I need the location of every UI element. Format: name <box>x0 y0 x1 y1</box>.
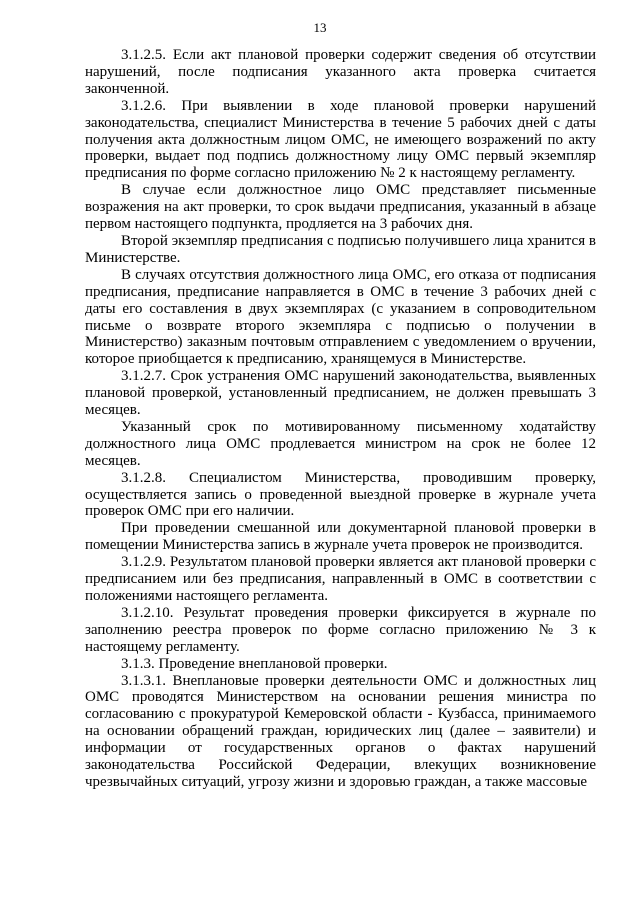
paragraph-3-1-2-10: 3.1.2.10. Результат проведения проверки фиксируется в журнале по заполнению реестра проверок по форме согласно приложению № 3 к настоящему регламенту. <box>85 604 596 655</box>
paragraph-3-1-2-6: 3.1.2.6. При выявлении в ходе плановой проверки нарушений законодательства, специалист Министерства в течение 5 рабочих дней с даты получения акта должностным лицом ОМС, не имеющего возражений по акту проверки, выдает под подпись должностному лицу ОМС первый экземпляр предписания по форме согласно приложению № 2 к настоящему регламенту. <box>85 97 596 182</box>
section-heading-3-1-3: 3.1.3. Проведение внеплановой проверки. <box>121 655 388 672</box>
paragraph-3-1-2-9: 3.1.2.9. Результатом плановой проверки является акт плановой проверки с предписанием или без предписания, направленный в ОМС в соответствии с положениями настоящего регламента. <box>85 554 596 604</box>
paragraph-3-1-2-5: 3.1.2.5. Если акт плановой проверки содержит сведения об отсутствии нарушений, после подписания указанного акта проверка считается законченной. <box>85 47 596 97</box>
paragraph-term-extension: Указанный срок по мотивированному письменному ходатайству должностного лица ОМС продлевается министром на срок не более 12 месяцев. <box>85 418 596 469</box>
document-body <box>85 47 596 791</box>
paragraph-3-1-2-8: 3.1.2.8. Специалистом Министерства, проводившим проверку, осуществляется запись о проведенной выездной проверке в журнале учета проверок ОМС при его наличии. <box>85 469 596 520</box>
page-number: 13 <box>313 20 327 35</box>
paragraph-3-1-2-7: 3.1.2.7. Срок устранения ОМС нарушений законодательства, выявленных плановой проверкой, установленный предписанием, не должен превышать 3 месяцев. <box>85 368 596 419</box>
paragraph-objections: В случае если должностное лицо ОМС представляет письменные возражения на акт проверки, то срок выдачи предписания, указанный в абзаце первом настоящего подпункта, продляется на 3 рабочих дня. <box>85 182 596 233</box>
paragraph-mixed-inspection: При проведении смешанной или документарной плановой проверки в помещении Министерства запись в журнале учета проверок не производится. <box>85 520 596 554</box>
paragraph-second-copy: Второй экземпляр предписания с подписью получившего лица хранится в Министерстве. <box>85 232 596 266</box>
paragraph-absence-of-official: В случаях отсутствия должностного лица ОМС, его отказа от подписания предписания, предписание направляется в ОМС в течение 3 рабочих дней с даты его составления в двух экземплярах (с указанием в сопроводительном письме о возврате второго экземпляра с подписью о получении в Министерство) заказным почтовым отправлением с уведомлением о вручении, которое приобщается к предписанию, хранящемуся в Министерстве. <box>85 266 596 368</box>
paragraph-3-1-3-1: 3.1.3.1. Внеплановые проверки деятельности ОМС и должностных лиц ОМС проводятся Министерством на основании решения министра по согласованию с прокуратурой Кемеровской области - Кузбасса, принимаемого на основании обращений граждан, юридических лиц (далее – заявители) и информации от государственных органов о фактах нарушений законодательства Российской Федерации, влекущих возникновение чрезвычайных ситуаций, угрозу жизни и здоровью граждан, а также массовые <box>85 672 596 790</box>
